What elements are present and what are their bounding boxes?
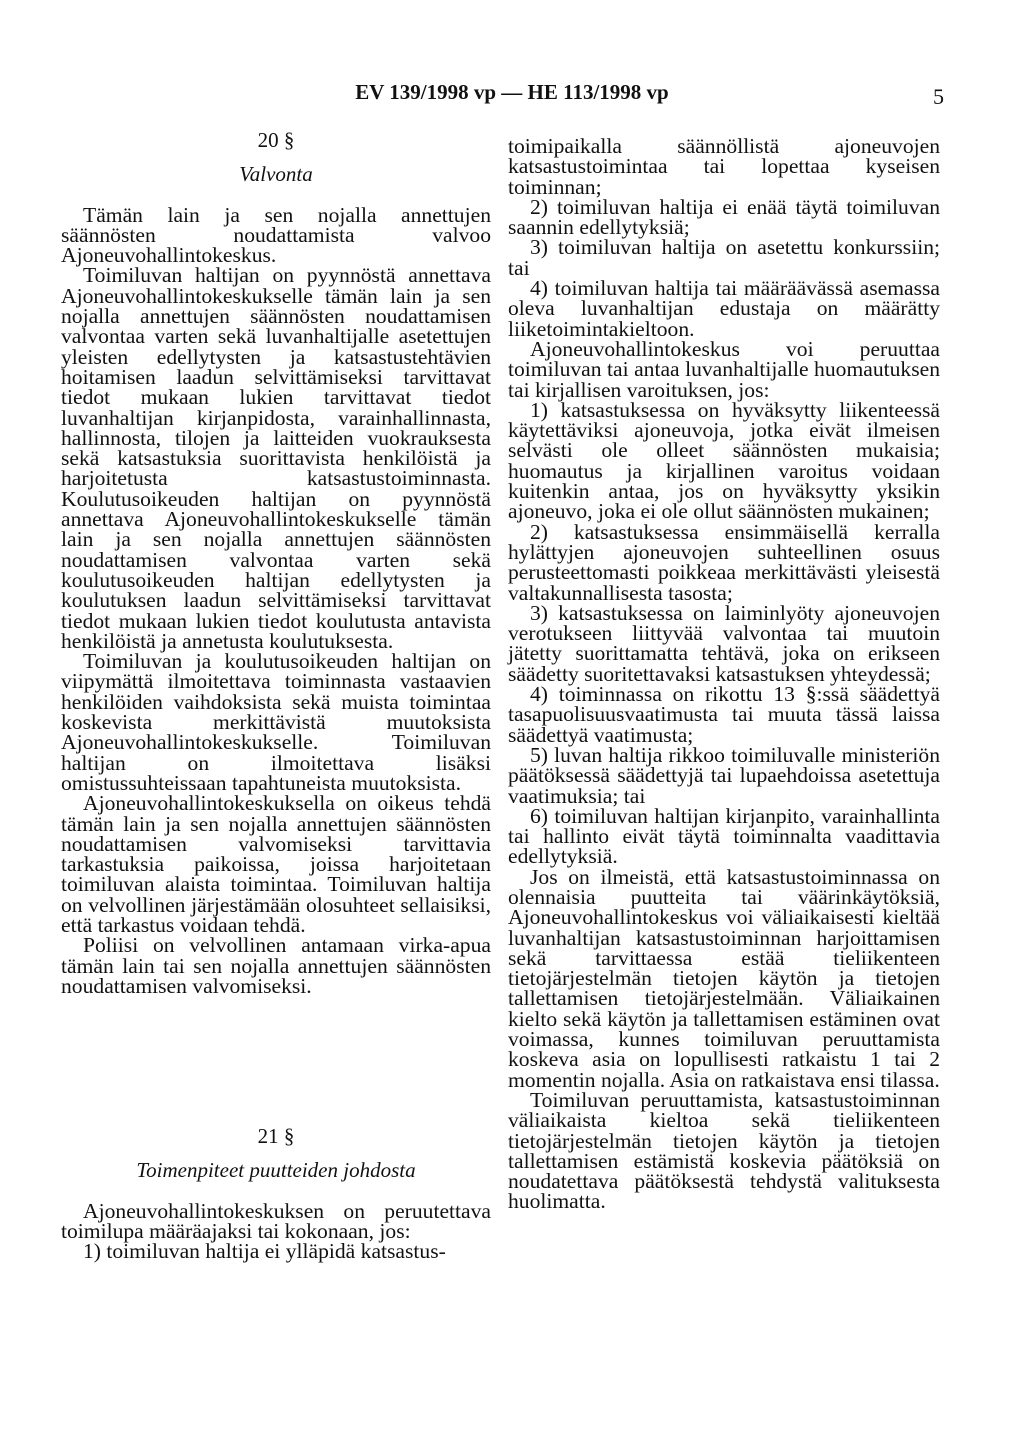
list-item: 2) toimiluvan haltija ei enää täytä toimiluvan saannin edellytyksiä; — [508, 194, 940, 240]
list-item: 5) luvan haltija rikkoo toimiluvalle ministeriön päätöksessä säädettyjä tai lupaehdoissa asetettuja vaatimuksia; tai — [508, 742, 940, 808]
section-21-paragraph-3: Jos on ilmeistä, että katsastustoiminnassa on olennaisia puutteita tai väärinkäytöksiä, Ajoneuvohallintokeskus voi väliaikaisesti kieltää luvanhaltijan katsastustoiminnan harjoittamisen sekä tarvittaessa estää tieliikenteen tietojärjestelmän tietojen käytön ja tietojen tallettamisen tietojärjestelmään. Väliaikainen kielto sekä käytön ja tallettamisen estäminen ovat voimassa, kunnes toimiluvan peruuttamista koskeva asia on lopullisesti ratkaistu 1 tai 2 momentin nojalla. Asia on ratkaistava ensi tilassa. — [508, 864, 940, 1092]
section-20-paragraph-3: Toimiluvan ja koulutusoikeuden haltijan on viipymättä ilmoitettava toiminnasta vastaavien henkilöiden vaihdoksista sekä muista toimintaa koskevista merkittävistä muutoksista Ajoneuvohallintokeskukselle. Toimiluvan haltijan on ilmoitettava lisäksi omistussuhteissaan tapahtuneista muutoksista. — [61, 649, 491, 795]
list-item: 6) toimiluvan haltijan kirjanpito, varainhallinta tai hallinto eivät täytä toiminnalta vaadittavia edellytyksiä. — [508, 803, 940, 869]
section-21-title: Toimenpiteet puutteiden johdosta — [136, 1158, 416, 1183]
section-20-paragraph-5: Poliisi on velvollinen antamaan virka-apua tämän lain tai sen nojalla annettujen säännösten noudattamisen valvomiseksi. — [61, 933, 491, 998]
list-item: 2) katsastuksessa ensimmäisellä kerralla hylättyjen ajoneuvojen suhteellinen osuus perusteettomasti poikkeaa merkittävästi yleisestä valtakunnallisesta tasosta; — [508, 519, 940, 605]
section-21-item-1-start: 1) toimiluvan haltija ei ylläpidä katsastus- — [83, 1239, 446, 1264]
section-21-paragraph-4: Toimiluvan peruuttamista, katsastustoiminnan väliaikaista kieltoa sekä tieliikenteen tietojärjestelmän tietojen käytön ja tietojen tallettamisen estämistä koskevia päätöksiä on noudatettava päätöksestä tehdystä valituksesta huolimatta. — [508, 1087, 940, 1214]
section-20-number: 20 § — [257, 128, 295, 152]
item-1-continuation: toimipaikalla säännöllistä ajoneuvojen katsastustoimintaa tai lopettaa kyseisen toiminnan; — [508, 134, 940, 199]
section-21-number: 21 § — [257, 1124, 295, 1149]
page-number: 5 — [933, 84, 944, 109]
section-gap — [61, 996, 491, 1126]
section-21 — [61, 1124, 491, 1264]
left-column — [61, 130, 491, 1262]
list-item: 1) katsastuksessa on hyväksytty liikenteessä käytettäviksi ajoneuvoja, jotka eivät ilmeisen selvästi ole olleet säännösten mukaisia; huomautus ja kirjallinen varoitus voidaan kuitenkin antaa, jos on hyväksytty yksikin ajoneuvo, joka ei ole ollut säännösten mukainen; — [508, 397, 940, 524]
section-20-paragraph-1: Tämän lain ja sen nojalla annettujen säännösten noudattamista valvoo Ajoneuvohallintokeskus. — [61, 202, 491, 268]
section-20-paragraph-4: Ajoneuvohallintokeskuksella on oikeus tehdä tämän lain ja sen nojalla annettujen säännösten noudattamisen valvomiseksi tarvittavia tarkastuksia paikoissa, joissa harjoitetaan toimiluvan alaista toimintaa. Toimiluvan haltija on velvollinen järjestämään olosuhteet sellaisiksi, että tarkastus voidaan tehdä. — [61, 791, 491, 937]
document-header: EV 139/1998 vp — HE 113/1998 vp — [355, 80, 669, 104]
list-item: 3) katsastuksessa on laiminlyöty ajoneuvojen verotukseen liittyvää valvontaa tai muutoin jätetty suorittamatta tehtävä, joka on erikseen säädetty suoritettavaksi katsastuksen yhteydessä; — [508, 600, 940, 686]
list-item: 4) toiminnassa on rikottu 13 §:ssä säädettyä tasapuolisuusvaatimusta tai muuta tässä laissa säädettyä vaatimusta; — [508, 682, 940, 747]
section-20-paragraph-2: Toimiluvan haltijan on pyynnöstä annettava Ajoneuvohallintokeskukselle tämän lain ja sen nojalla annettujen säännösten noudattamisen valvontaa varten sekä luvanhaltijalle asetettujen yleisten edellytysten ja katsastustehtävien hoitamisen laadun selvittämiseksi tarvittavat tiedot mukaan lukien tarvittavat tiedot luvanhaltijan kirjanpidosta, varainhallinnasta, hallinnosta, tilojen ja laitteiden vuokrauksesta sekä katsastuksia suorittavista henkilöistä ja harjoitetusta katsastustoiminnasta. Koulutusoikeuden haltijan on pyynnöstä annettava Ajoneuvohallintokeskukselle tämän lain ja sen nojalla annettujen säännösten noudattamisen valvontaa varten sekä koulutusoikeuden haltijan edellytysten ja koulutuksen laadun selvittämiseksi tarvittavat tiedot mukaan lukien tiedot koulutusta antavista henkilöistä ja annetusta koulutuksesta. — [61, 263, 491, 653]
right-column — [508, 136, 940, 1212]
section-21-intro: Ajoneuvohallintokeskuksen on peruutettava toimilupa määräajaksi tai kokonaan, jos: — [61, 1198, 491, 1244]
list-item: 3) toimiluvan haltija on asetettu konkurssiin; tai — [508, 235, 940, 280]
section-21-paragraph-2: Ajoneuvohallintokeskus voi peruuttaa toimiluvan tai antaa luvanhaltijalle huomautuksen tai kirjallisen varoituksen, jos: — [508, 336, 940, 402]
list-item: 4) toimiluvan haltija tai määräävässä asemassa oleva luvanhaltijan edustaja on määrätty liiketoimintakieltoon. — [508, 276, 940, 341]
section-20-title: Valvonta — [239, 162, 313, 187]
